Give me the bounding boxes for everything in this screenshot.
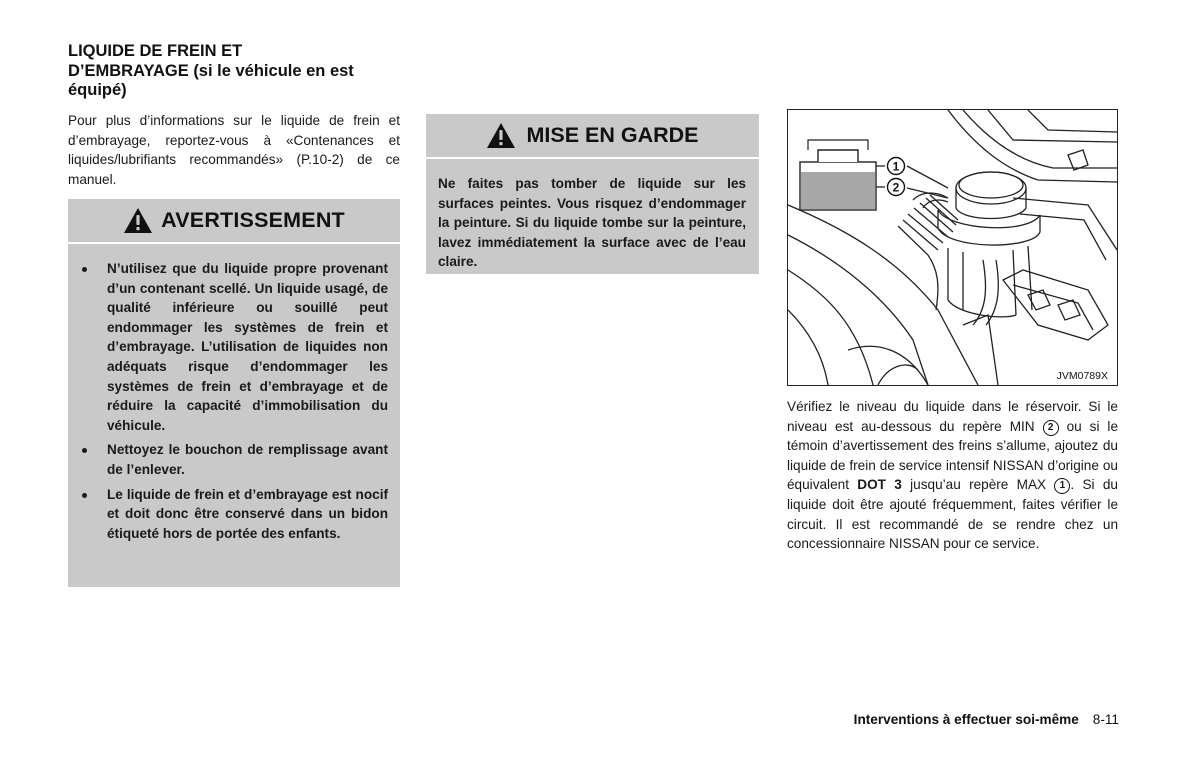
- intro-paragraph: Pour plus d’informations sur le liquide de frein et d’embrayage, reportez-vous à «Contenances et liquides/lubrifiants recommandés» (P.10-2) de ce manuel.: [68, 113, 400, 187]
- verify-text-3: jusqu’au repère MAX: [910, 477, 1047, 493]
- marker-2-text: 2: [892, 180, 900, 195]
- page-footer: [807, 712, 1119, 727]
- heading-line-2: D’EMBRAYAGE (si le véhicule en est: [68, 61, 354, 80]
- box-divider: [68, 242, 400, 244]
- verify-paragraph: [787, 397, 1118, 554]
- mise-en-garde-title: MISE EN GARDE: [526, 123, 699, 147]
- mise-en-garde-box: [426, 114, 759, 274]
- verify-text-4: . Si du liquide doit être ajouté fréquemment, faites vérifier le circuit. Il est recommandé de se rendre chez un concessionnaire NISSAN pour ce service.: [787, 477, 1118, 552]
- page-number: 8-11: [1092, 712, 1119, 727]
- verify-text-2: ou si le témoin d’avertissement des freins s’allume, ajoutez du liquide de frein de service intensif NISSAN d’origine ou équivalent: [787, 418, 1119, 493]
- heading-line-3: équipé): [68, 81, 127, 99]
- avertissement-box: [68, 199, 400, 587]
- avertissement-header: [68, 199, 400, 242]
- min-marker: 2: [1043, 420, 1059, 436]
- warning-triangle-icon: [123, 207, 153, 234]
- dot3-label: DOT 3: [857, 477, 902, 493]
- section-heading: [68, 42, 408, 101]
- warning-triangle-icon: [486, 122, 516, 149]
- brake-fluid-reservoir-drawing: [788, 110, 1117, 385]
- mise-en-garde-header: [426, 114, 759, 157]
- verify-text-1: Vérifiez le niveau du liquide dans le réservoir. Si le niveau est au-dessous du repère MIN: [787, 399, 1118, 434]
- box-divider: [426, 157, 759, 159]
- mise-en-garde-text: Ne faites pas tomber de liquide sur les surfaces peintes. Vous risquez d’endommager la peinture. Si du liquide tombe sur la peinture, lavez immédiatement la surface avec de l’eau claire.: [438, 176, 746, 270]
- list-item: Le liquide de frein et d’embrayage est nocif et doit donc être conservé dans un bidon étiqueté hors de portée des enfants.: [79, 485, 388, 544]
- list-item: Nettoyez le bouchon de remplissage avant de l’enlever.: [79, 440, 388, 479]
- list-item: N’utilisez que du liquide propre provenant d’un contenant scellé. Un liquide usagé, de qualité inférieure ou souillé peut endommager les systèmes de frein et d’embrayage. L’utilisation de liquides non adéquats risque d’endommager les systèmes de frein et d’embrayage et de réduire la capacité d’immobilisation du véhicule.: [79, 259, 388, 435]
- reservoir-illustration: [787, 109, 1118, 386]
- footer-section-title: Interventions à effectuer soi-même: [853, 712, 1079, 727]
- max-marker: 1: [1054, 478, 1070, 494]
- marker-1-text: 1: [892, 159, 900, 174]
- heading-line-1: LIQUIDE DE FREIN ET: [68, 42, 243, 60]
- avertissement-list: [79, 259, 388, 548]
- figure-code: JVM0789X: [1056, 370, 1108, 382]
- avertissement-title: AVERTISSEMENT: [161, 208, 345, 232]
